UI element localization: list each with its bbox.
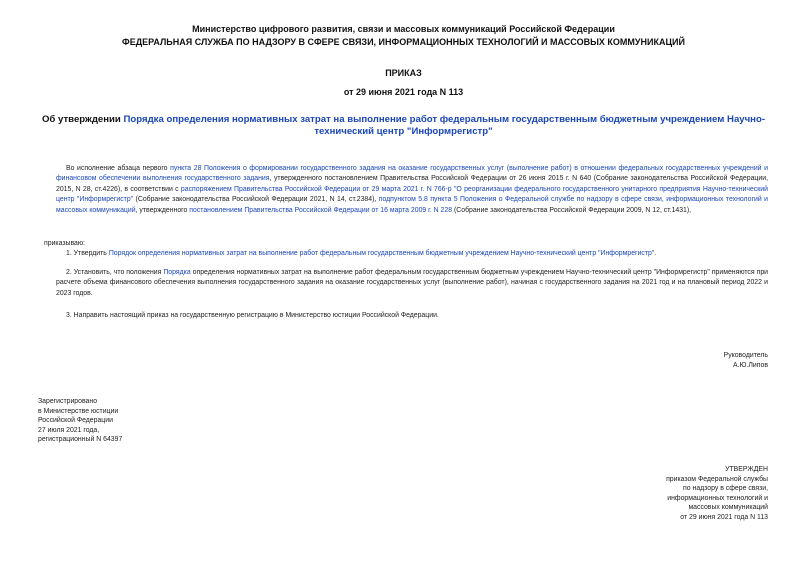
registration-line: 27 июля 2021 года, — [38, 426, 100, 434]
preamble-text-4: , утвержденного — [135, 206, 190, 214]
item-2-text-1: 2. Установить, что положения — [66, 269, 164, 276]
approval-line: по надзору в сфере связи, — [683, 485, 768, 492]
service-heading: ФЕДЕРАЛЬНАЯ СЛУЖБА ПО НАДЗОРУ В СФЕРЕ СВЯЗИ, ИНФОРМАЦИОННЫХ ТЕХНОЛОГИЙ И МАССОВЫХ КОММУНИКАЦИЙ — [122, 37, 685, 47]
doc-type-heading: ПРИКАЗ — [385, 68, 422, 78]
doc-date-number: от 29 июня 2021 года N 113 — [343, 87, 464, 97]
signature-block — [568, 351, 768, 370]
approval-line: УТВЕРЖДЕН — [725, 466, 768, 473]
approval-block — [568, 465, 768, 522]
preamble-link-resolution[interactable]: постановлением Правительства Российской Федерации от 16 марта 2009 г. N 228 — [189, 206, 453, 214]
orders-text: приказываю: — [44, 240, 85, 247]
item-1-text-1: 1. Утвердить — [66, 250, 109, 257]
approval-line: от 29 июня 2021 года N 113 — [680, 513, 768, 521]
preamble-link-subclause[interactable]: подпунктом 5.8 пункта 5 Положения о Федеральной службе по надзору в сфере связи, информационных технологий и массовых коммуникаций — [56, 196, 768, 214]
preamble-text-5: (Собрание законодательства Российской Федерации 2009, N 12, ст.1431), — [452, 206, 692, 214]
approval-line: приказом Федеральной службы — [666, 475, 768, 483]
item-1-text-2: . — [654, 250, 657, 257]
ministry-heading: Министерство цифрового развития, связи и массовых коммуникаций Российской Федерации — [192, 24, 615, 34]
preamble-link-regulation[interactable]: пункта 28 Положения о формировании государственного задания на оказание государственных услуг (выполнение работ) в отношении федеральных государственных учреждений и финансовом обеспечении выполнения государственного задания — [56, 165, 768, 183]
signature-position: Руководитель — [723, 352, 768, 359]
preamble-paragraph — [56, 164, 768, 216]
preamble-text-1: Во исполнение абзаца первого — [66, 165, 171, 172]
preamble-text-3: (Собрание законодательства Российской Федерации 2021, N 14, ст.2384), — [133, 196, 379, 204]
title-link[interactable]: Порядка определения нормативных затрат на выполнение работ федеральным государственным бюджетным учреждением Научно-технический центр "Информрегистр" — [123, 114, 766, 137]
preamble-link-order[interactable]: распоряжением Правительства Российской Федерации от 29 марта 2021 г. N 766-р "О реорганизации федерального государственного унитарного предприятия Научно-технический центр "Информрегистр" — [56, 185, 768, 204]
item-3-paragraph — [56, 311, 768, 321]
item-2-paragraph — [56, 268, 768, 299]
signature-name: А.Ю.Липов — [733, 361, 768, 369]
title-prefix: Об утверждении — [41, 114, 124, 125]
item-1-paragraph — [56, 249, 768, 259]
approval-line: массовых коммуникаций — [688, 504, 768, 511]
item-1-link[interactable]: Порядок определения нормативных затрат на выполнение работ федеральным государственным бюджетным учреждением Научно-технический центр "Информрегистр" — [108, 250, 655, 257]
registration-line: в Министерстве юстиции — [38, 407, 119, 415]
preamble-text-2: , утвержденного постановлением Правительства Российской Федерации от 26 июня 2015 г. N 640 (Собрание законодательства Российской Федерации, 2015, N 28, ст.4226), в соответствии с — [56, 175, 768, 193]
registration-block — [38, 397, 122, 445]
registration-line: Зарегистрировано — [38, 398, 98, 405]
registration-line: регистрационный N 64397 — [38, 436, 123, 443]
item-2-text-2: определения нормативных затрат на выполнение работ федеральным государственным бюджетным учреждением Научно-технический центр "Информрегистр" применяются при расчете объема финансового обеспечения выполнения государственного задания на оказание государственных услуг (выполнение работ), начиная с государственного задания на 2021 год и на плановый период 2022 и 2023 годов. — [56, 269, 769, 297]
registration-line: Российской Федерации — [38, 417, 113, 424]
item-2-link[interactable]: Порядка — [163, 269, 191, 276]
document-title — [30, 114, 777, 138]
item-3-text: 3. Направить настоящий приказ на государственную регистрацию в Министерство юстиции Российской Федерации. — [66, 312, 439, 319]
approval-line: информационных технологий и — [667, 494, 768, 502]
